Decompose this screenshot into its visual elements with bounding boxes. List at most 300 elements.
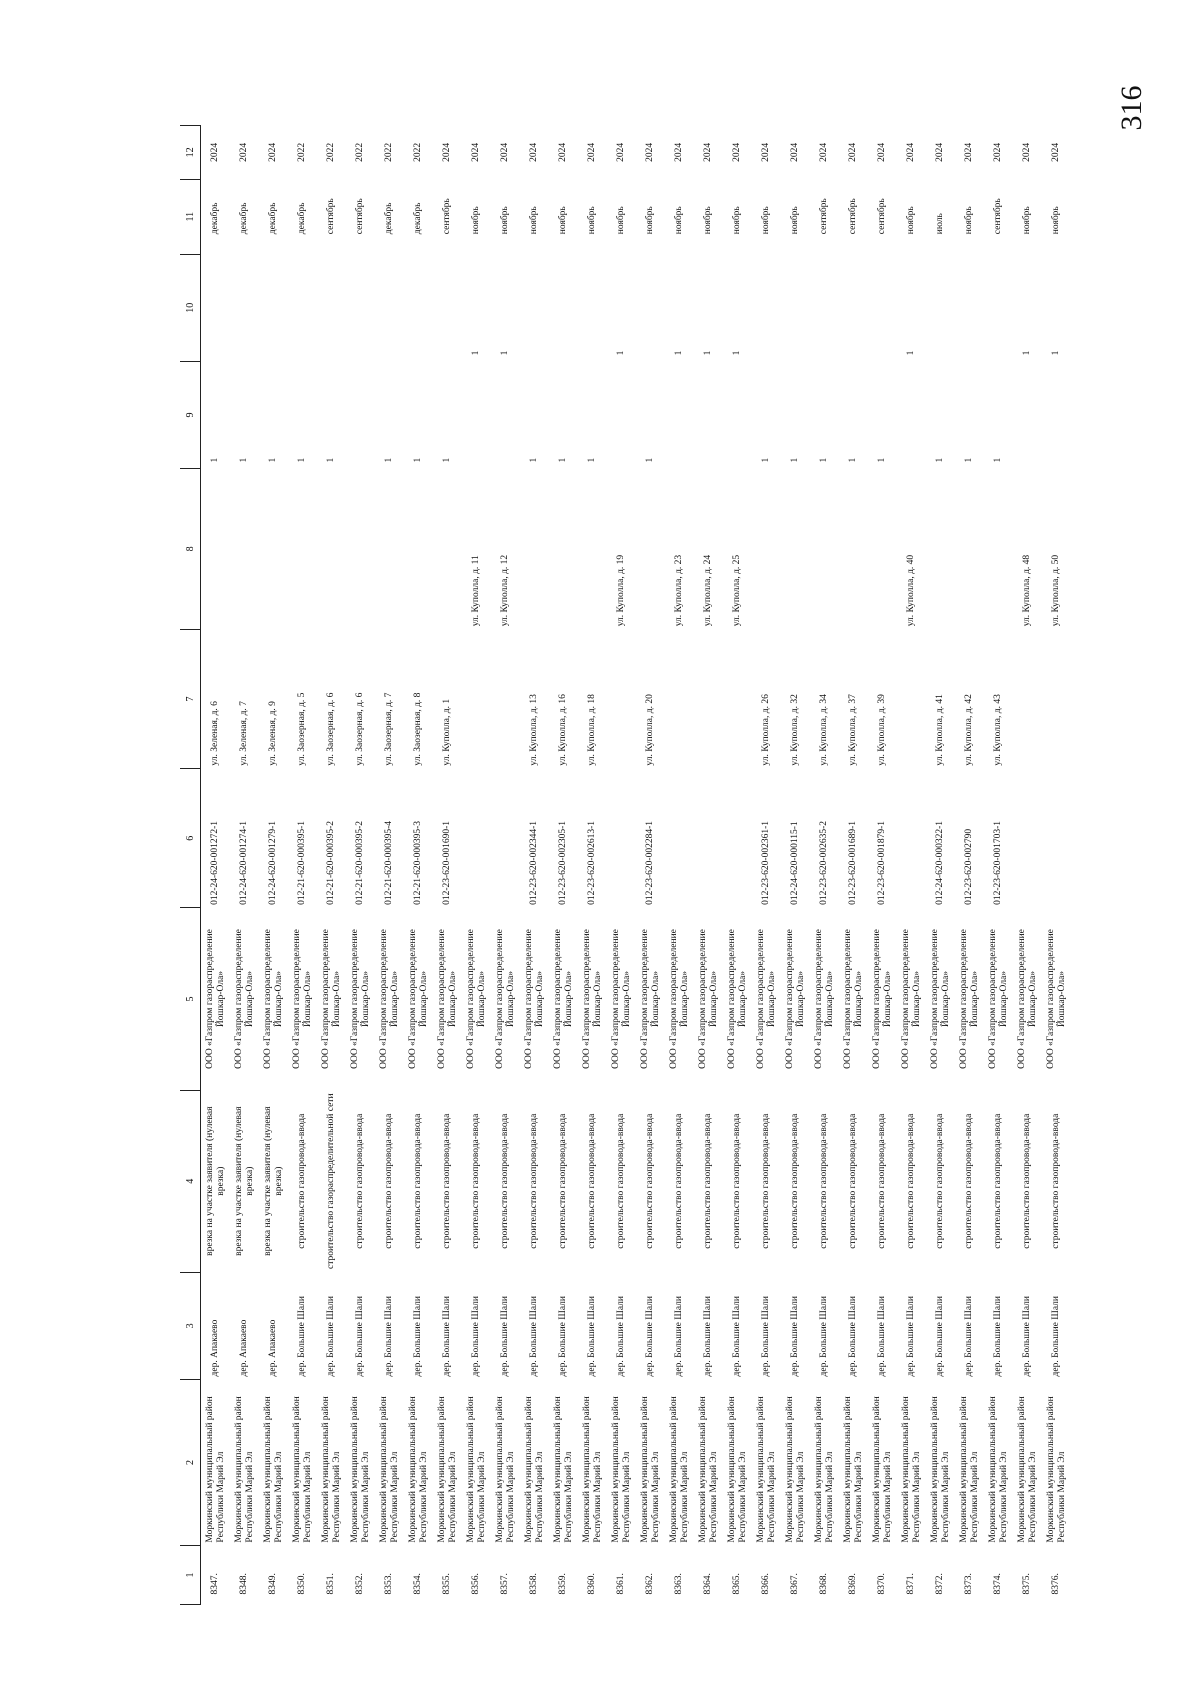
- count-alt-cell: [201, 254, 231, 361]
- column-number-header: 7: [180, 629, 201, 768]
- work-type-cell: строительство газопровода-ввода: [906, 1113, 917, 1249]
- locality-cell: дер. Большие Шали: [355, 1296, 366, 1377]
- locality-cell: дер. Большие Шали: [1022, 1296, 1033, 1377]
- count-cell: [346, 361, 375, 468]
- locality-cell: дер. Большие Шали: [993, 1296, 1004, 1377]
- address-alt-cell: [317, 469, 346, 630]
- application-code-cell: 012-23-620-001690-1: [442, 821, 453, 905]
- year-cell: 2024: [819, 142, 830, 162]
- count-cell: 1: [761, 457, 772, 463]
- organization-cell: ООО «Газпром газораспределение Йошкар-Ола»: [408, 929, 429, 1069]
- organization-cell: ООО «Газпром газораспределение Йошкар-Ола»: [785, 929, 806, 1069]
- district-cell: Моркинский муниципальный район Республики Марий Эл: [350, 1396, 371, 1543]
- work-type-cell: строительство газопровода-ввода: [384, 1113, 395, 1249]
- address-alt-cell: [259, 469, 288, 630]
- table-row: [404, 126, 433, 1605]
- count-cell: [607, 361, 636, 468]
- address-cell: [897, 629, 926, 768]
- address-alt-cell: [375, 469, 404, 630]
- row-number: 8359.: [558, 1573, 569, 1595]
- count-alt-cell: 1: [674, 350, 685, 356]
- month-cell: сентябрь: [442, 198, 453, 235]
- row-number: 8367.: [790, 1573, 801, 1595]
- address-cell: ул. Куполла, д. 43: [993, 694, 1004, 766]
- organization-cell: ООО «Газпром газораспределение Йошкар-Ола»: [698, 929, 719, 1069]
- address-cell: ул. Зеленая, д. 6: [210, 701, 221, 766]
- row-number: 8368.: [819, 1573, 830, 1595]
- application-code-cell: 012-21-620-000395-2: [326, 821, 337, 905]
- locality-cell: дер. Большие Шали: [326, 1296, 337, 1377]
- organization-cell: ООО «Газпром газораспределение Йошкар-Ола»: [1017, 929, 1038, 1069]
- address-alt-cell: [781, 469, 810, 630]
- column-number-header: 1: [180, 1546, 201, 1605]
- address-cell: ул. Куполла, д. 39: [877, 694, 888, 766]
- month-cell: декабрь: [413, 202, 424, 235]
- organization-cell: ООО «Газпром газораспределение Йошкар-Ола»: [959, 929, 980, 1069]
- district-cell: Моркинский муниципальный район Республики Марий Эл: [466, 1396, 487, 1543]
- table-body: [201, 126, 1072, 1605]
- table-row: [288, 126, 317, 1605]
- organization-cell: ООО «Газпром газораспределение Йошкар-Ола»: [611, 929, 632, 1069]
- district-cell: Моркинский муниципальный район Республики Марий Эл: [814, 1396, 835, 1543]
- row-number: 8362.: [645, 1573, 656, 1595]
- column-number-header: 3: [180, 1272, 201, 1379]
- work-type-cell: строительство газопровода-ввода: [819, 1113, 830, 1249]
- count-cell: [665, 361, 694, 468]
- month-cell: декабрь: [384, 202, 395, 235]
- count-alt-cell: [288, 254, 317, 361]
- district-cell: Моркинский муниципальный район Республики Марий Эл: [843, 1396, 864, 1543]
- table-row: [433, 126, 462, 1605]
- row-number: 8348.: [239, 1573, 250, 1595]
- work-type-cell: строительство газопровода-ввода: [587, 1113, 598, 1249]
- count-cell: 1: [587, 457, 598, 463]
- count-cell: 1: [993, 457, 1004, 463]
- table-row: [491, 126, 520, 1605]
- locality-cell: дер. Большие Шали: [935, 1296, 946, 1377]
- row-number: 8365.: [732, 1573, 743, 1595]
- count-cell: 1: [877, 457, 888, 463]
- table-row: [520, 126, 549, 1605]
- year-cell: 2024: [442, 142, 453, 162]
- row-number: 8364.: [703, 1573, 714, 1595]
- address-alt-cell: [810, 469, 839, 630]
- work-type-cell: строительство газопровода-ввода: [674, 1113, 685, 1249]
- row-number: 8372.: [935, 1573, 946, 1595]
- month-cell: ноябрь: [587, 206, 598, 235]
- count-cell: 1: [645, 457, 656, 463]
- year-cell: 2024: [790, 142, 801, 162]
- row-number: 8373.: [964, 1573, 975, 1595]
- table-row: [810, 126, 839, 1605]
- year-cell: 2024: [877, 142, 888, 162]
- district-cell: Моркинский муниципальный район Республики Марий Эл: [669, 1396, 690, 1543]
- address-alt-cell: ул. Куполла, д. 12: [500, 554, 511, 627]
- column-number-header: 12: [180, 126, 201, 180]
- work-type-cell: строительство газопровода-ввода: [500, 1113, 511, 1249]
- year-cell: 2024: [1022, 142, 1033, 162]
- application-code-cell: [491, 769, 520, 908]
- district-cell: Моркинский муниципальный район Республики Марий Эл: [988, 1396, 1009, 1543]
- address-cell: [462, 629, 491, 768]
- address-alt-cell: ул. Куполла, д. 11: [471, 555, 482, 627]
- year-cell: 2024: [848, 142, 859, 162]
- month-cell: ноябрь: [471, 206, 482, 235]
- table-row: [462, 126, 491, 1605]
- organization-cell: ООО «Газпром газораспределение Йошкар-Ола»: [524, 929, 545, 1069]
- address-cell: ул. Куполла, д. 37: [848, 694, 859, 766]
- year-cell: 2024: [587, 142, 598, 162]
- row-number: 8375.: [1022, 1573, 1033, 1595]
- district-cell: Моркинский муниципальный район Республики Марий Эл: [408, 1396, 429, 1543]
- count-alt-cell: [230, 254, 259, 361]
- organization-cell: ООО «Газпром газораспределение Йошкар-Ола»: [1046, 929, 1067, 1069]
- row-number: 8366.: [761, 1573, 772, 1595]
- district-cell: Моркинский муниципальный район Республики Марий Эл: [727, 1396, 748, 1543]
- count-cell: 1: [848, 457, 859, 463]
- organization-cell: ООО «Газпром газораспределение Йошкар-Ола»: [988, 929, 1009, 1069]
- table-row: [984, 126, 1013, 1605]
- month-cell: июль: [935, 213, 946, 235]
- address-cell: ул. Куполла, д. 41: [935, 694, 946, 766]
- work-type-cell: строительство газопровода-ввода: [848, 1113, 859, 1249]
- row-number: 8356.: [471, 1573, 482, 1595]
- row-number: 8353.: [384, 1573, 395, 1595]
- year-cell: 2024: [529, 142, 540, 162]
- locality-cell: дер. Большие Шали: [790, 1296, 801, 1377]
- address-cell: ул. Куполла, д. 32: [790, 694, 801, 766]
- locality-cell: дер. Большие Шали: [877, 1296, 888, 1377]
- application-code-cell: 012-21-620-000395-3: [413, 821, 424, 905]
- month-cell: декабрь: [268, 202, 279, 235]
- district-cell: Моркинский муниципальный район Республики Марий Эл: [959, 1396, 980, 1543]
- count-cell: 1: [558, 457, 569, 463]
- month-cell: декабрь: [297, 202, 308, 235]
- application-code-cell: 012-23-620-001703-1: [993, 821, 1004, 905]
- count-alt-cell: [317, 254, 346, 361]
- count-alt-cell: [549, 254, 578, 361]
- organization-cell: ООО «Газпром газораспределение Йошкар-Ола»: [872, 929, 893, 1069]
- application-code-cell: 012-21-620-000395-4: [384, 821, 395, 905]
- count-cell: [1013, 361, 1042, 468]
- year-cell: 2022: [355, 142, 366, 162]
- table-row: [955, 126, 984, 1605]
- year-cell: 2024: [268, 142, 279, 162]
- address-cell: ул. Заозерная, д. 7: [384, 692, 395, 766]
- row-number: 8347.: [210, 1573, 221, 1595]
- row-number: 8374.: [993, 1573, 1004, 1595]
- work-type-cell: врезка на участке заявителя (нулевая врезка): [263, 1106, 284, 1256]
- application-code-cell: [462, 769, 491, 908]
- count-alt-cell: [955, 254, 984, 361]
- row-number: 8376.: [1051, 1573, 1062, 1595]
- organization-cell: ООО «Газпром газораспределение Йошкар-Ола»: [205, 929, 226, 1069]
- row-number: 8350.: [297, 1573, 308, 1595]
- work-type-cell: строительство газопровода-ввода: [355, 1113, 366, 1249]
- work-type-cell: строительство газопровода-ввода: [442, 1113, 453, 1249]
- address-alt-cell: [520, 469, 549, 630]
- table-row: [665, 126, 694, 1605]
- count-cell: 1: [384, 457, 395, 463]
- district-cell: Моркинский муниципальный район Республики Марий Эл: [1046, 1396, 1067, 1543]
- count-cell: [491, 361, 520, 468]
- year-cell: 2024: [674, 142, 685, 162]
- table-row: [926, 126, 955, 1605]
- count-alt-cell: 1: [732, 350, 743, 356]
- locality-cell: дер. Большие Шали: [674, 1296, 685, 1377]
- year-cell: 2024: [1051, 142, 1062, 162]
- count-alt-cell: 1: [703, 350, 714, 356]
- application-code-cell: 012-23-620-001689-1: [848, 821, 859, 905]
- locality-cell: дер. Большие Шали: [819, 1296, 830, 1377]
- locality-cell: дер. Большие Шали: [442, 1296, 453, 1377]
- column-number-header: 6: [180, 769, 201, 908]
- organization-cell: ООО «Газпром газораспределение Йошкар-Ола»: [814, 929, 835, 1069]
- month-cell: ноябрь: [529, 206, 540, 235]
- organization-cell: ООО «Газпром газораспределение Йошкар-Ола»: [640, 929, 661, 1069]
- month-cell: ноябрь: [674, 206, 685, 235]
- locality-cell: дер. Большие Шали: [906, 1296, 917, 1377]
- year-cell: 2024: [239, 142, 250, 162]
- work-type-cell: строительство газопровода-ввода: [703, 1113, 714, 1249]
- month-cell: ноябрь: [703, 206, 714, 235]
- count-cell: 1: [442, 457, 453, 463]
- organization-cell: ООО «Газпром газораспределение Йошкар-Ола»: [582, 929, 603, 1069]
- district-cell: Моркинский муниципальный район Республики Марий Эл: [611, 1396, 632, 1543]
- address-alt-cell: [984, 469, 1013, 630]
- year-cell: 2024: [558, 142, 569, 162]
- address-alt-cell: ул. Куполла, д. 24: [703, 554, 714, 627]
- work-type-cell: строительство газопровода-ввода: [413, 1113, 424, 1249]
- application-code-cell: 012-24-620-000322-1: [935, 821, 946, 905]
- district-cell: Моркинский муниципальный район Республики Марий Эл: [698, 1396, 719, 1543]
- month-cell: ноябрь: [1051, 206, 1062, 235]
- address-alt-cell: [636, 469, 665, 630]
- row-number: 8357.: [500, 1573, 511, 1595]
- month-cell: ноябрь: [906, 206, 917, 235]
- count-alt-cell: 1: [471, 350, 482, 356]
- address-alt-cell: ул. Куполла, д. 25: [732, 554, 743, 627]
- year-cell: 2024: [210, 142, 221, 162]
- application-code-cell: [1013, 769, 1042, 908]
- organization-cell: ООО «Газпром газораспределение Йошкар-Ола»: [669, 929, 690, 1069]
- address-cell: ул. Зеленая, д. 9: [268, 701, 279, 766]
- count-alt-cell: [346, 254, 375, 361]
- table-row: [259, 126, 288, 1605]
- month-cell: ноябрь: [761, 206, 772, 235]
- table-row: [607, 126, 636, 1605]
- row-number: 8363.: [674, 1573, 685, 1595]
- work-type-cell: строительство газопровода-ввода: [558, 1113, 569, 1249]
- count-cell: 1: [529, 457, 540, 463]
- application-code-cell: [723, 769, 752, 908]
- application-code-cell: 012-23-620-002613-1: [587, 821, 598, 905]
- table-row: [897, 126, 926, 1605]
- table-row: [346, 126, 375, 1605]
- count-alt-cell: [752, 254, 781, 361]
- work-type-cell: строительство газопровода-ввода: [529, 1113, 540, 1249]
- count-cell: [462, 361, 491, 468]
- work-type-cell: строительство газопровода-ввода: [877, 1113, 888, 1249]
- year-cell: 2024: [616, 142, 627, 162]
- month-cell: сентябрь: [993, 198, 1004, 235]
- address-cell: ул. Куполла, д. 26: [761, 694, 772, 766]
- month-cell: сентябрь: [355, 198, 366, 235]
- organization-cell: ООО «Газпром газораспределение Йошкар-Ола»: [379, 929, 400, 1069]
- count-alt-cell: [375, 254, 404, 361]
- application-code-cell: 012-23-620-002635-2: [819, 821, 830, 905]
- row-number: 8352.: [355, 1573, 366, 1595]
- address-cell: ул. Куполла, д. 18: [587, 694, 598, 766]
- table-row: [201, 126, 231, 1605]
- locality-cell: дер. Большие Шали: [471, 1296, 482, 1377]
- table-row: [868, 126, 897, 1605]
- address-cell: ул. Заозерная, д. 6: [326, 692, 337, 766]
- organization-cell: ООО «Газпром газораспределение Йошкар-Ола»: [350, 929, 371, 1069]
- application-code-cell: [665, 769, 694, 908]
- count-cell: 1: [935, 457, 946, 463]
- locality-cell: дер. Апакаево: [239, 1319, 250, 1377]
- row-number: 8358.: [529, 1573, 540, 1595]
- application-code-cell: 012-24-620-001272-1: [210, 821, 221, 905]
- address-cell: [694, 629, 723, 768]
- month-cell: ноябрь: [645, 206, 656, 235]
- organization-cell: ООО «Газпром газораспределение Йошкар-Ола»: [553, 929, 574, 1069]
- organization-cell: ООО «Газпром газораспределение Йошкар-Ола»: [930, 929, 951, 1069]
- district-cell: Моркинский муниципальный район Республики Марий Эл: [872, 1396, 893, 1543]
- address-alt-cell: [201, 469, 231, 630]
- year-cell: 2024: [645, 142, 656, 162]
- district-cell: Моркинский муниципальный район Республики Марий Эл: [292, 1396, 313, 1543]
- count-cell: 1: [239, 457, 250, 463]
- address-cell: ул. Заозерная, д. 6: [355, 692, 366, 766]
- count-cell: 1: [210, 457, 221, 463]
- table-row: [1013, 126, 1042, 1605]
- year-cell: 2024: [471, 142, 482, 162]
- month-cell: сентябрь: [819, 198, 830, 235]
- address-alt-cell: ул. Куполла, д. 19: [616, 554, 627, 627]
- count-cell: [1042, 361, 1071, 468]
- month-cell: декабрь: [239, 202, 250, 235]
- work-type-cell: строительство газопровода-ввода: [1022, 1113, 1033, 1249]
- address-alt-cell: [433, 469, 462, 630]
- count-alt-cell: 1: [906, 350, 917, 356]
- address-alt-cell: [926, 469, 955, 630]
- district-cell: Моркинский муниципальный район Республики Марий Эл: [321, 1396, 342, 1543]
- locality-cell: дер. Большие Шали: [500, 1296, 511, 1377]
- row-number: 8370.: [877, 1573, 888, 1595]
- table-row: [752, 126, 781, 1605]
- address-alt-cell: [404, 469, 433, 630]
- month-cell: сентябрь: [848, 198, 859, 235]
- district-cell: Моркинский муниципальный район Республики Марий Эл: [582, 1396, 603, 1543]
- organization-cell: ООО «Газпром газораспределение Йошкар-Ола»: [437, 929, 458, 1069]
- work-type-cell: строительство газопровода-ввода: [645, 1113, 656, 1249]
- address-alt-cell: [346, 469, 375, 630]
- work-type-cell: врезка на участке заявителя (нулевая врезка): [205, 1106, 226, 1256]
- application-code-cell: [897, 769, 926, 908]
- organization-cell: ООО «Газпром газораспределение Йошкар-Ола»: [495, 929, 516, 1069]
- locality-cell: дер. Большие Шали: [1051, 1296, 1062, 1377]
- work-type-cell: строительство газораспределительной сети: [326, 1093, 337, 1269]
- column-number-header: 5: [180, 908, 201, 1090]
- work-type-cell: врезка на участке заявителя (нулевая врезка): [234, 1106, 255, 1256]
- district-cell: Моркинский муниципальный район Республики Марий Эл: [553, 1396, 574, 1543]
- column-number-header: 9: [180, 361, 201, 468]
- column-number-header: 11: [180, 179, 201, 254]
- address-cell: ул. Куполла, д. 42: [964, 694, 975, 766]
- district-cell: Моркинский муниципальный район Республики Марий Эл: [205, 1396, 226, 1543]
- address-alt-cell: [839, 469, 868, 630]
- column-number-header: 8: [180, 469, 201, 630]
- address-cell: ул. Куполла, д. 34: [819, 694, 830, 766]
- address-cell: ул. Куполла, д. 1: [442, 698, 453, 766]
- district-cell: Моркинский муниципальный район Республики Марий Эл: [640, 1396, 661, 1543]
- work-type-cell: строительство газопровода-ввода: [616, 1113, 627, 1249]
- application-code-cell: [694, 769, 723, 908]
- organization-cell: ООО «Газпром газораспределение Йошкар-Ола»: [263, 929, 284, 1069]
- column-number-row: [180, 126, 201, 1605]
- application-code-cell: 012-24-620-001279-1: [268, 821, 279, 905]
- organization-cell: ООО «Газпром газораспределение Йошкар-Ола»: [466, 929, 487, 1069]
- district-cell: Моркинский муниципальный район Республики Марий Эл: [756, 1396, 777, 1543]
- count-alt-cell: [404, 254, 433, 361]
- table-row: [839, 126, 868, 1605]
- application-code-cell: 012-23-620-002361-1: [761, 821, 772, 905]
- organization-cell: ООО «Газпром газораспределение Йошкар-Ола»: [292, 929, 313, 1069]
- address-cell: ул. Заозерная, д. 5: [297, 692, 308, 766]
- row-number: 8371.: [906, 1573, 917, 1595]
- count-alt-cell: [781, 254, 810, 361]
- count-cell: 1: [790, 457, 801, 463]
- row-number: 8351.: [326, 1573, 337, 1595]
- month-cell: ноябрь: [790, 206, 801, 235]
- table-row: [317, 126, 346, 1605]
- locality-cell: дер. Большие Шали: [964, 1296, 975, 1377]
- locality-cell: дер. Большие Шали: [529, 1296, 540, 1377]
- work-type-cell: строительство газопровода-ввода: [761, 1113, 772, 1249]
- address-cell: [607, 629, 636, 768]
- month-cell: ноябрь: [1022, 206, 1033, 235]
- row-number: 8354.: [413, 1573, 424, 1595]
- gas-connections-table: [180, 125, 1071, 1605]
- locality-cell: дер. Большие Шали: [761, 1296, 772, 1377]
- address-alt-cell: ул. Куполла, д. 48: [1022, 554, 1033, 627]
- work-type-cell: строительство газопровода-ввода: [993, 1113, 1004, 1249]
- month-cell: ноябрь: [616, 206, 627, 235]
- year-cell: 2024: [993, 142, 1004, 162]
- month-cell: сентябрь: [877, 198, 888, 235]
- count-alt-cell: [636, 254, 665, 361]
- work-type-cell: строительство газопровода-ввода: [790, 1113, 801, 1249]
- address-cell: ул. Зеленая, д. 7: [239, 701, 250, 766]
- year-cell: 2024: [703, 142, 714, 162]
- locality-cell: дер. Большие Шали: [413, 1296, 424, 1377]
- locality-cell: дер. Большие Шали: [645, 1296, 656, 1377]
- row-number: 8360.: [587, 1573, 598, 1595]
- work-type-cell: строительство газопровода-ввода: [935, 1113, 946, 1249]
- district-cell: Моркинский муниципальный район Республики Марий Эл: [234, 1396, 255, 1543]
- count-alt-cell: 1: [616, 350, 627, 356]
- count-alt-cell: 1: [500, 350, 511, 356]
- address-cell: ул. Куполла, д. 13: [529, 694, 540, 766]
- rotated-table-container: [180, 125, 1080, 1605]
- work-type-cell: строительство газопровода-ввода: [732, 1113, 743, 1249]
- application-code-cell: 012-24-620-001274-1: [239, 821, 250, 905]
- count-alt-cell: [926, 254, 955, 361]
- work-type-cell: строительство газопровода-ввода: [471, 1113, 482, 1249]
- table-row: [781, 126, 810, 1605]
